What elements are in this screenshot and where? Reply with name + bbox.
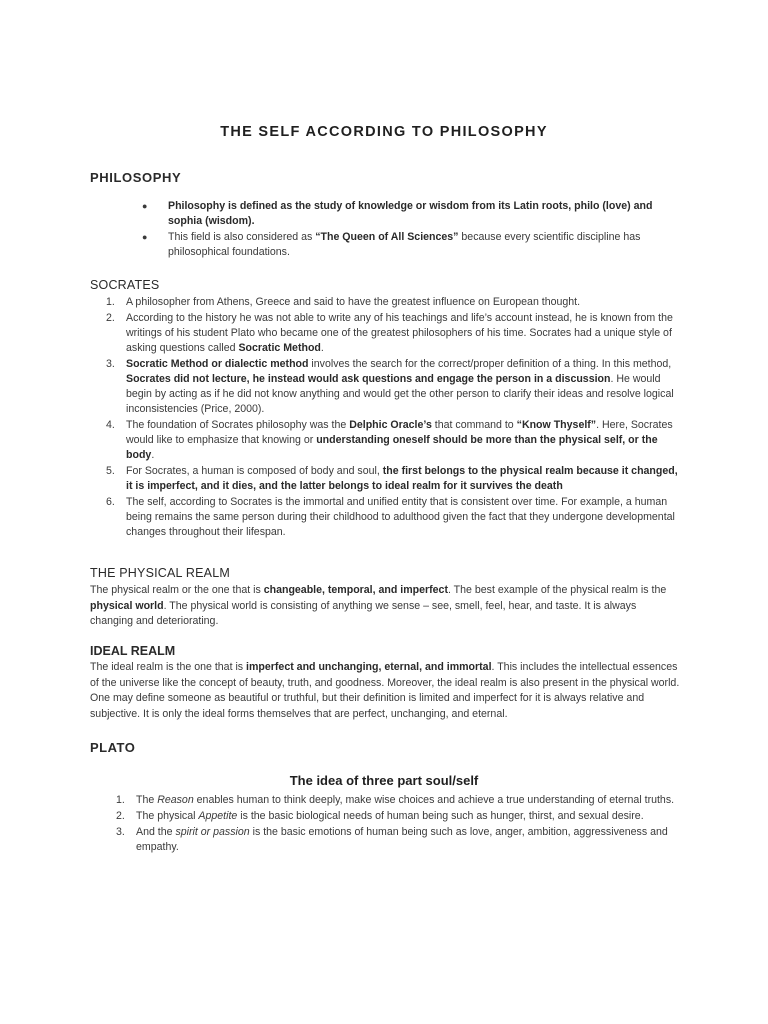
bold-text: “The Queen of All Sciences”: [315, 231, 459, 243]
text-run: . Here, Socrates would like to emphasize that knowing or: [126, 419, 673, 446]
bold-text: Delphic Oracle’s: [349, 419, 432, 431]
ideal-realm-paragraph: [90, 660, 682, 722]
list-number: 2.: [116, 810, 125, 822]
socrates-heading: SOCRATES: [90, 278, 160, 292]
list-number: 6.: [106, 496, 115, 508]
text-run: And the: [136, 826, 176, 838]
list-item: [98, 464, 680, 494]
plato-heading: PLATO: [90, 740, 136, 755]
text-run: that command to: [431, 419, 517, 431]
bold-text: “Know Thyself”: [516, 419, 597, 431]
physical-realm-heading: THE PHYSICAL REALM: [90, 566, 230, 580]
list-item: [98, 809, 680, 824]
list-item: [98, 825, 680, 855]
bold-text: Philosophy is defined as the study of knowledge or wisdom from its Latin roots, philo (love) and sophia (wisdom).: [168, 200, 653, 227]
text-run: involves the search for the correct/proper definition of a thing. In this method,: [308, 358, 672, 370]
list-item-text: [126, 296, 580, 308]
list-number: 3.: [116, 826, 125, 838]
text-run: This field is also considered as: [168, 231, 316, 243]
list-item-text: [136, 826, 668, 853]
list-item: [98, 357, 680, 417]
list-item: [98, 311, 680, 356]
italic-text: Reason: [157, 794, 194, 806]
text-run: The self, according to Socrates is the immortal and unified entity that is consistent over time. For example, a human being remains the same person during their childhood to adulthood given the fact that they undergone developmental changes throughout their lifespan.: [126, 496, 675, 538]
text-run: A philosopher from Athens, Greece and said to have the greatest influence on European thought.: [126, 296, 581, 308]
text-run: enables human to think deeply, make wise choices and achieve a true understanding of eternal truths.: [193, 794, 675, 806]
list-item-text: [168, 200, 652, 227]
three-part-soul-subheading: The idea of three part soul/self: [289, 773, 479, 788]
text-run: According to the history he was not able to write any of his teachings and life’s account instead, he is known from the writings of his student Plato who became one of the greatest philosophers of his time. Socrates had a unique style of asking questions called: [126, 312, 673, 354]
list-item-text: [136, 794, 674, 806]
text-run: .: [151, 449, 155, 461]
philosophy-heading: PHILOSOPHY: [90, 170, 182, 185]
bullet-marker: ●: [142, 232, 148, 242]
list-item: [98, 418, 680, 463]
text-run: because every scientific discipline has philosophical foundations.: [168, 231, 641, 258]
text-run: . He would begin by acting as if he did not know anything and would get the other person to clarify their ideas and resolve logical inconsistencies (Price, 2000).: [126, 373, 674, 415]
bullet-marker: ●: [142, 201, 148, 211]
list-number: 4.: [106, 419, 115, 431]
list-item-text: [126, 496, 675, 538]
bold-text: understanding oneself should be more than the physical self, or the body: [126, 434, 658, 461]
bold-text: Socratic Method or dialectic method: [126, 358, 309, 370]
bold-text: imperfect and unchanging, eternal, and immortal: [246, 661, 492, 673]
text-run: . This includes the intellectual essences of the universe like the concept of beauty, truth, and goodness. Moreover, the ideal realm is also present in the physical world. One may define someone as beautiful or truthful, but their definition is limited and imperfect for it is always relative and subjective. It is only the ideal forms themselves that are perfect, unchanging, and eternal.: [90, 661, 680, 720]
list-item-text: [136, 810, 644, 822]
list-number: 1.: [106, 296, 115, 308]
text-run: . The physical world is consisting of anything we sense – see, smell, feel, hear, and taste. It is always changing and deteriorating.: [90, 599, 637, 627]
list-item-text: [126, 358, 674, 415]
list-item: [98, 295, 680, 310]
text-run: is the basic biological needs of human being such as hunger, thirst, and sexual desire.: [237, 810, 644, 822]
list-item-text: [168, 231, 640, 258]
ideal-realm-heading: IDEAL REALM: [90, 644, 176, 658]
list-number: 5.: [106, 465, 115, 477]
bold-text: the first belongs to the physical realm because it changed, it is imperfect, and it dies, and the latter belongs to ideal realm for it survives the death: [126, 465, 678, 492]
text-run: The foundation of Socrates philosophy was the: [126, 419, 350, 431]
italic-text: Appetite: [198, 810, 238, 822]
list-item-text: [126, 419, 673, 461]
document-title: THE SELF ACCORDING TO PHILOSOPHY: [220, 124, 548, 140]
bold-text: changeable, temporal, and imperfect: [263, 584, 448, 596]
bold-text: Socrates did not lecture, he instead would ask questions and engage the person in a discussion: [126, 373, 611, 385]
text-run: .: [320, 342, 324, 354]
list-number: 1.: [116, 794, 125, 806]
text-run: is the basic emotions of human being such as love, anger, ambition, aggressiveness and empathy.: [136, 826, 668, 853]
text-run: The: [136, 794, 158, 806]
list-item: [98, 793, 680, 808]
philosophy-bullet-list: [140, 199, 680, 261]
list-item-text: [126, 312, 673, 354]
italic-text: spirit or passion: [175, 826, 250, 838]
bold-text: Socratic Method: [238, 342, 321, 354]
plato-list: [98, 793, 680, 856]
list-item: [98, 495, 680, 540]
socrates-list: [98, 295, 680, 541]
list-item: [140, 230, 680, 260]
text-run: For Socrates, a human is composed of body and soul,: [126, 465, 383, 477]
text-run: The physical: [136, 810, 199, 822]
text-run: The ideal realm is the one that is: [90, 661, 247, 673]
physical-realm-paragraph: [90, 583, 682, 630]
list-number: 2.: [106, 312, 115, 324]
text-run: The physical realm or the one that is: [90, 584, 264, 596]
bold-text: physical world: [90, 599, 164, 612]
list-number: 3.: [106, 358, 115, 370]
text-run: . The best example of the physical realm is the: [447, 584, 667, 596]
list-item-text: [126, 465, 678, 492]
list-item: [140, 199, 680, 229]
